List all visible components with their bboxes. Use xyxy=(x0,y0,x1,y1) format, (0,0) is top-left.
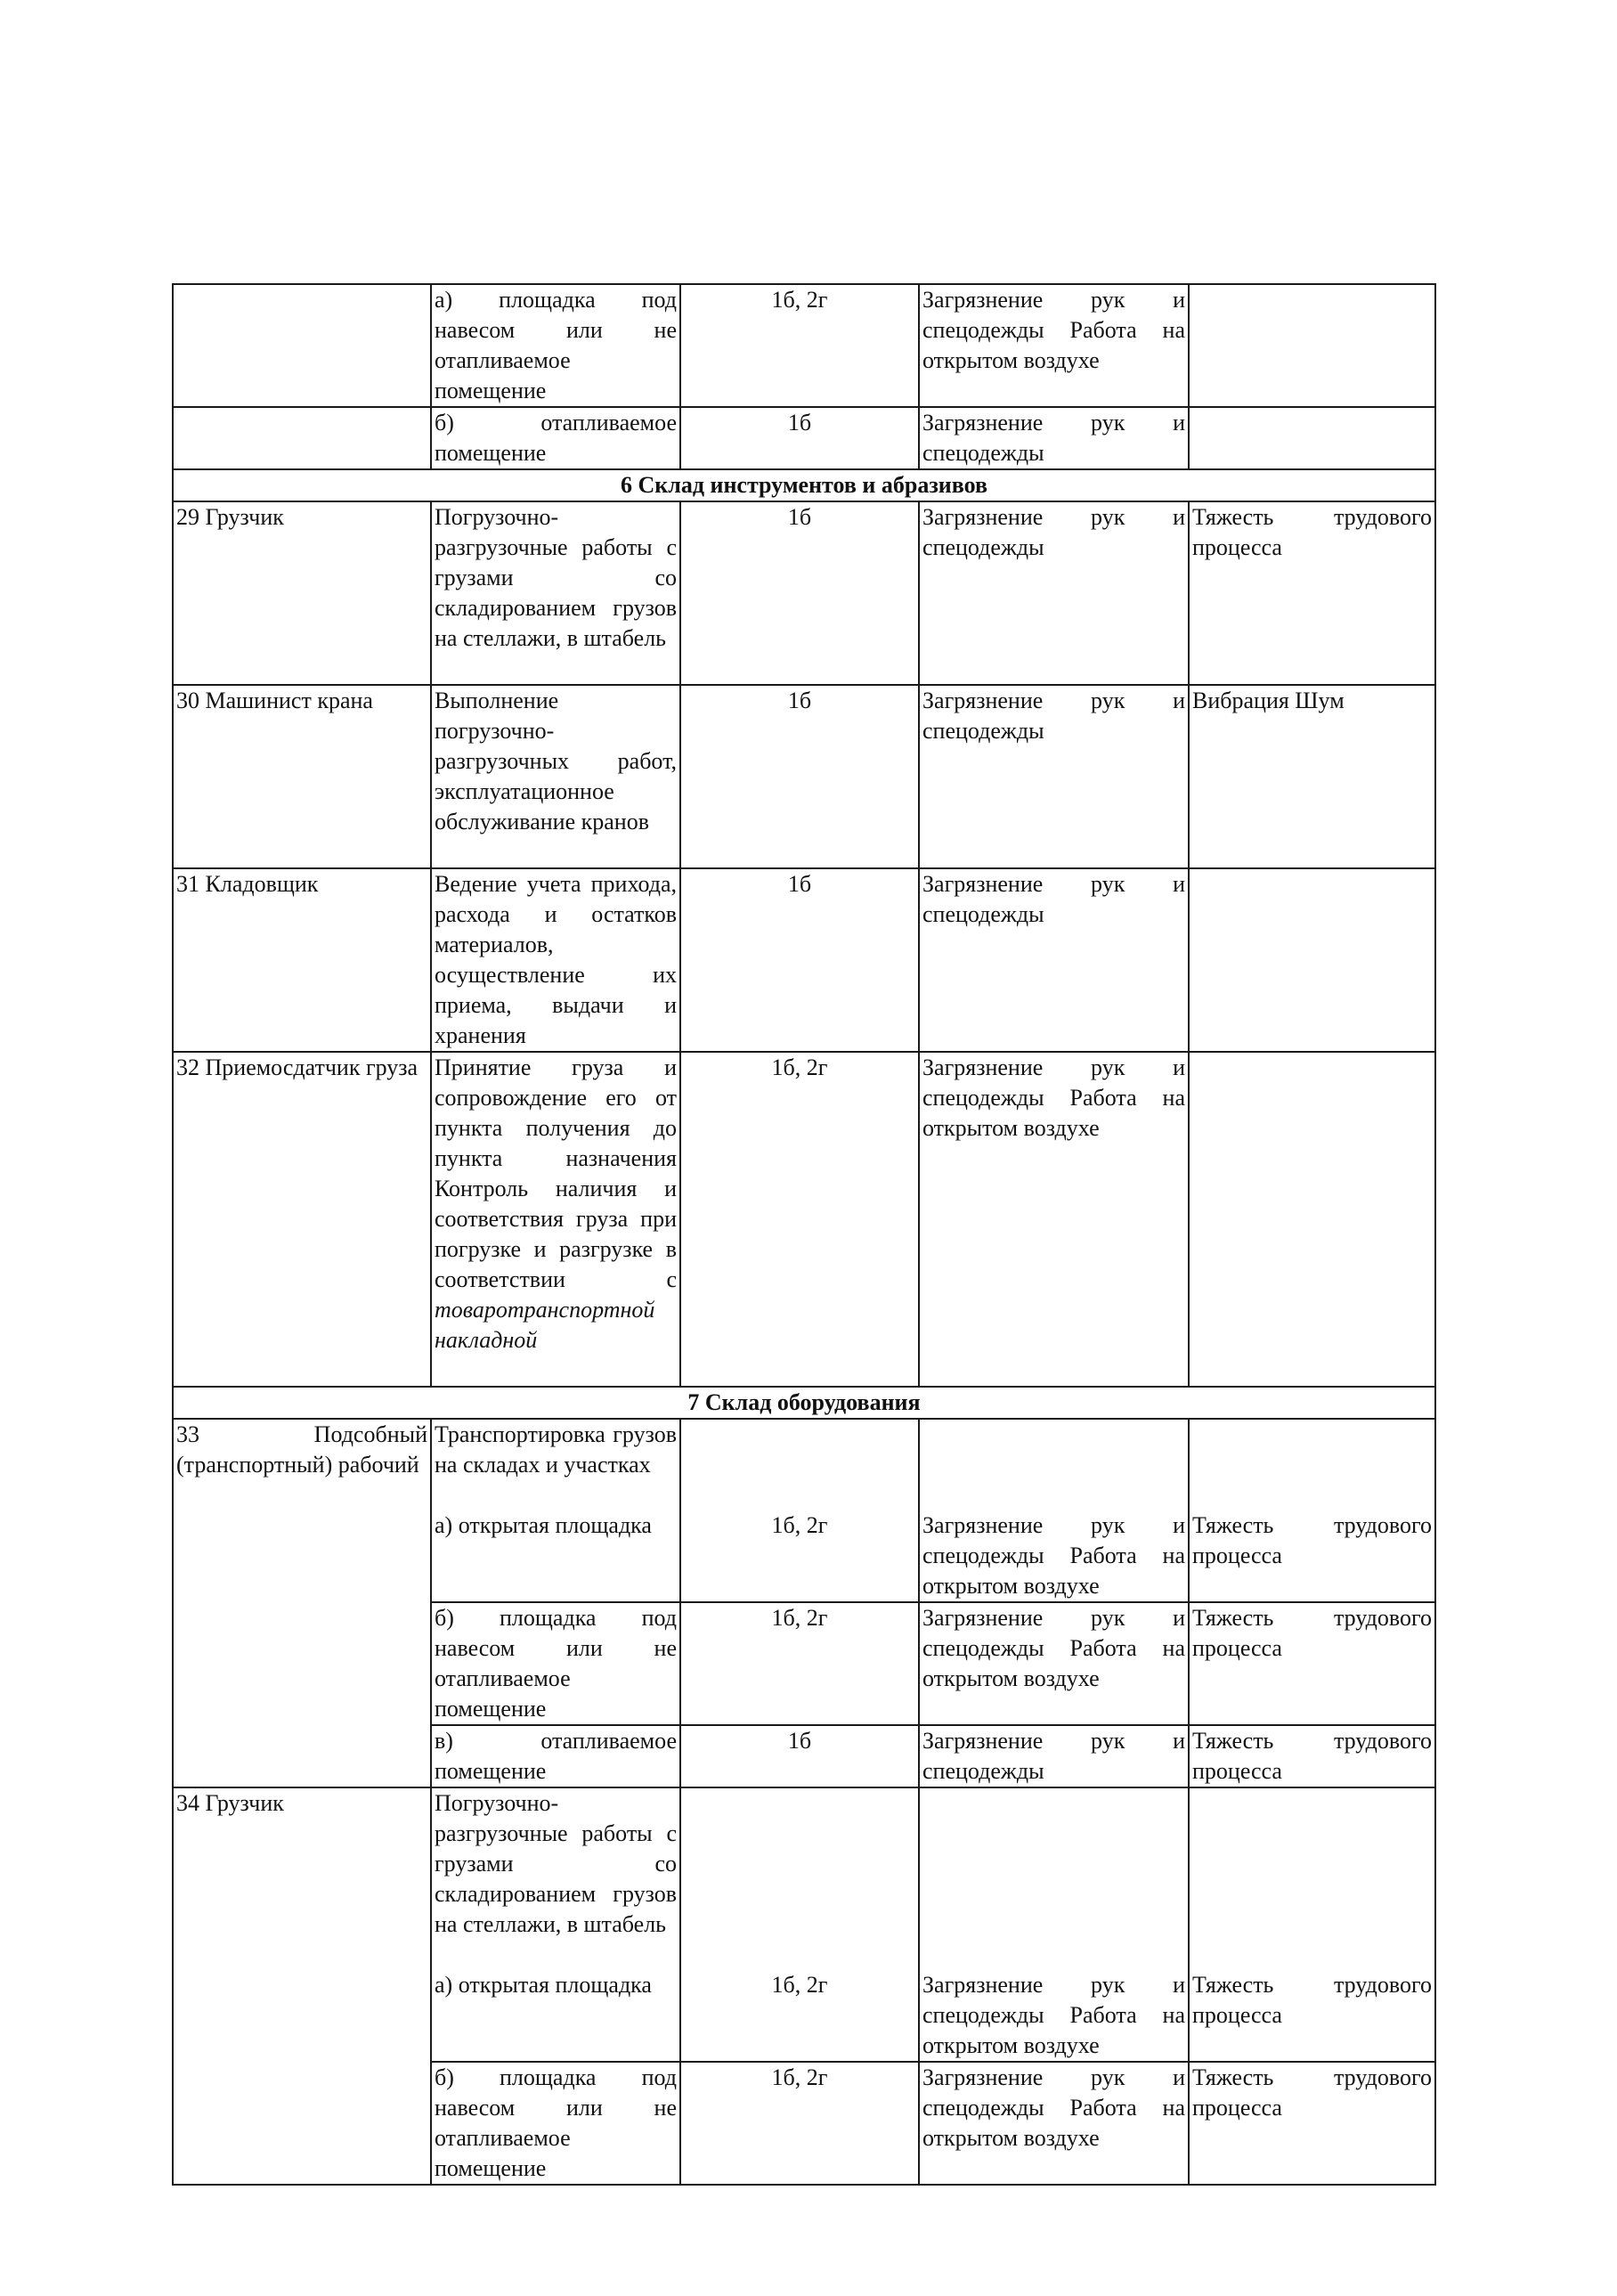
factors-cell: Загрязнение рук и спецодежды xyxy=(919,1725,1189,1787)
table-row xyxy=(173,685,1435,868)
extra-factors-cell xyxy=(1189,1419,1435,1510)
table-row xyxy=(173,1419,1435,1510)
extra-factors-cell xyxy=(1189,284,1435,407)
extra-factors-cell: Тяжесть трудового процесса xyxy=(1189,1970,1435,2062)
work-description-cell: Выполнение погрузочно-разгрузочных работ, эксплуатационное обслуживание кранов xyxy=(431,685,680,868)
factors-cell: Загрязнение рук и спецодежды xyxy=(919,501,1189,685)
work-description-cell: Погрузочно-разгрузочные работы с грузами со складированием грузов на стеллажи, в штабель xyxy=(431,501,680,685)
class-cell: 1б xyxy=(680,501,919,685)
factors-cell: Загрязнение рук и спецодежды xyxy=(919,868,1189,1052)
profession-cell xyxy=(173,284,431,407)
extra-factors-cell: Тяжесть трудового процесса xyxy=(1189,1602,1435,1725)
factors-cell: Загрязнение рук и спецодежды Работа на открытом воздухе xyxy=(919,1970,1189,2062)
work-description-cell: Погрузочно-разгрузочные работы с грузами со складированием грузов на стеллажи, в штабель xyxy=(431,1787,680,1970)
class-cell: 1б, 2г xyxy=(680,284,919,407)
extra-factors-cell xyxy=(1189,1787,1435,1970)
class-cell: 1б xyxy=(680,868,919,1052)
work-description-cell xyxy=(431,1052,680,1387)
work-description-cell: б) площадка под навесом или не отапливаемое помещение xyxy=(431,2062,680,2185)
class-cell xyxy=(680,1419,919,1510)
class-cell: 1б xyxy=(680,685,919,868)
section-title: 7 Склад оборудования xyxy=(173,1387,1435,1419)
table-row xyxy=(173,1052,1435,1387)
extra-factors-cell xyxy=(1189,868,1435,1052)
work-description-cell: Транспортировка грузов на складах и участках xyxy=(431,1419,680,1510)
work-description-italic: товаротранспортной накладной xyxy=(435,1297,655,1353)
factors-cell: Загрязнение рук и спецодежды xyxy=(919,407,1189,469)
extra-factors-cell xyxy=(1189,1052,1435,1387)
work-description-cell: в) отапливаемое помещение xyxy=(431,1725,680,1787)
table-row xyxy=(173,407,1435,469)
extra-factors-cell: Тяжесть трудового процесса xyxy=(1189,1510,1435,1602)
table-row xyxy=(173,284,1435,407)
section-title: 6 Склад инструментов и абразивов xyxy=(173,469,1435,501)
class-cell: 1б, 2г xyxy=(680,2062,919,2185)
profession-cell xyxy=(173,407,431,469)
profession-cell: 34 Грузчик xyxy=(173,1787,431,2185)
table-row xyxy=(173,1787,1435,1970)
factors-cell: Загрязнение рук и спецодежды Работа на открытом воздухе xyxy=(919,1052,1189,1387)
section-row xyxy=(173,1387,1435,1419)
extra-factors-cell: Тяжесть трудового процесса xyxy=(1189,2062,1435,2185)
extra-factors-cell: Тяжесть трудового процесса xyxy=(1189,501,1435,685)
work-description-cell: а) открытая площадка xyxy=(431,1970,680,2062)
factors-cell: Загрязнение рук и спецодежды Работа на открытом воздухе xyxy=(919,1602,1189,1725)
work-description-cell: а) открытая площадка xyxy=(431,1510,680,1602)
factors-cell xyxy=(919,1419,1189,1510)
class-cell: 1б, 2г xyxy=(680,1052,919,1387)
profession-cell: 33 Подсобный (транспортный) рабочий xyxy=(173,1419,431,1787)
section-row xyxy=(173,469,1435,501)
work-description-cell: а) площадка под навесом или не отапливаемое помещение xyxy=(431,284,680,407)
work-description-cell: Ведение учета прихода, расхода и остатков материалов, осуществление их приема, выдачи и хранения xyxy=(431,868,680,1052)
work-description-cell: б) отапливаемое помещение xyxy=(431,407,680,469)
factors-cell: Загрязнение рук и спецодежды xyxy=(919,685,1189,868)
workplace-conditions-table xyxy=(172,283,1436,2186)
factors-cell: Загрязнение рук и спецодежды Работа на открытом воздухе xyxy=(919,284,1189,407)
factors-cell: Загрязнение рук и спецодежды Работа на открытом воздухе xyxy=(919,1510,1189,1602)
class-cell xyxy=(680,1787,919,1970)
class-cell: 1б xyxy=(680,407,919,469)
extra-factors-cell xyxy=(1189,407,1435,469)
class-cell: 1б xyxy=(680,1725,919,1787)
profession-cell: 32 Приемосдатчик груза xyxy=(173,1052,431,1387)
class-cell: 1б, 2г xyxy=(680,1510,919,1602)
table-row xyxy=(173,868,1435,1052)
table-row xyxy=(173,501,1435,685)
work-description-cell: б) площадка под навесом или не отапливаемое помещение xyxy=(431,1602,680,1725)
class-cell: 1б, 2г xyxy=(680,1602,919,1725)
factors-cell xyxy=(919,1787,1189,1970)
profession-cell: 31 Кладовщик xyxy=(173,868,431,1052)
profession-cell: 29 Грузчик xyxy=(173,501,431,685)
extra-factors-cell: Вибрация Шум xyxy=(1189,685,1435,868)
class-cell: 1б, 2г xyxy=(680,1970,919,2062)
factors-cell: Загрязнение рук и спецодежды Работа на открытом воздухе xyxy=(919,2062,1189,2185)
work-description-text: Принятие груза и сопровождение его от пункта получения до пункта назначения Контроль наличия и соответствия груза при погрузке и разгрузке в соответствии с xyxy=(435,1054,677,1292)
extra-factors-cell: Тяжесть трудового процесса xyxy=(1189,1725,1435,1787)
profession-cell: 30 Машинист крана xyxy=(173,685,431,868)
